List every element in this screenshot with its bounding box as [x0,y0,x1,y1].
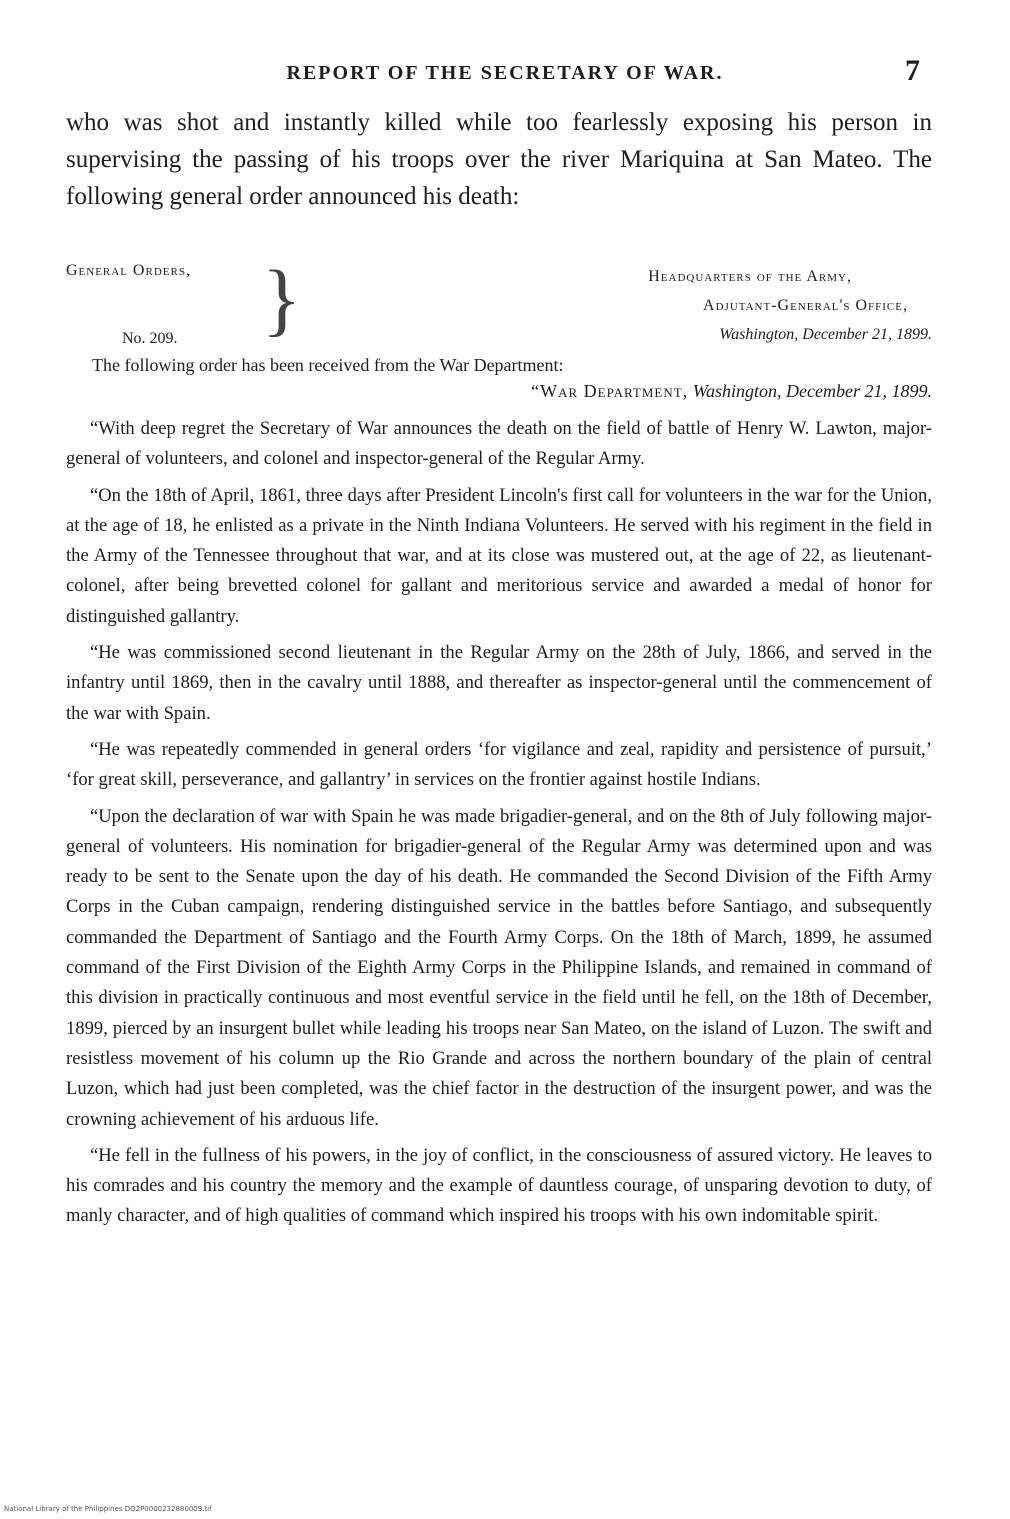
hq-line-army: Headquarters of the Army, [648,268,852,285]
paragraph: “On the 18th of April, 1861, three days after President Lincoln's first call for volunteers in the war for the Union, at the age of 18, he enlisted as a private in the Ninth Indiana Volunteers. He served with his regiment in the field in the Army of the Tennessee throughout that war, and at its close was mustered out, at the age of 22, as lieutenant-colonel, after being brevetted colonel for gallant and meritorious service and awarded a medal of honor for distinguished gallantry. [66,484,932,627]
general-order-heading [66,253,932,352]
intro-paragraph [66,104,932,215]
war-department-line [0,381,932,402]
order-body [66,414,932,1238]
hq-line-office: Adjutant-General's Office, [703,297,908,314]
brace-glyph: } [262,253,302,344]
general-orders-number: No. 209. [122,330,178,347]
war-department-place-date: Washington, December 21, 1899. [692,381,932,401]
general-orders-label: General Orders, [66,262,191,279]
hq-line-date: Washington, December 21, 1899. [719,326,932,343]
received-line: The following order has been received from the War Department: [92,355,564,375]
paragraph: “He was repeatedly commended in general orders ‘for vigilance and zeal, rapidity and persistence of pursuit,’ ‘for great skill, perseverance, and gallantry’ in services on the frontier against hostile Indians. [66,738,932,791]
page-number: 7 [905,54,920,87]
paragraph: “He fell in the fullness of his powers, in the joy of conflict, in the consciousness of assured victory. He leaves to his comrades and his country the memory and the example of dauntless courage, of unsparing devotion to duty, of manly character, and of high qualities of command which inspired his troops with his own indomitable spirit. [66,1144,932,1227]
paragraph: “He was commissioned second lieutenant in the Regular Army on the 28th of July, 1866, and served in the infantry until 1869, then in the cavalry until 1888, and thereafter as inspector-general until the commencement of the war with Spain. [66,642,932,724]
running-head: REPORT OF THE SECRETARY OF WAR. [286,62,724,84]
headquarters-address [432,262,932,349]
scan-footer: National Library of the Philippines DO2P0000232880009.tif [4,1505,212,1513]
paragraph: “Upon the declaration of war with Spain he was made brigadier-general, and on the 8th of July following major-general of volunteers. His nomination for brigadier-general of the Regular Army was determined upon and was ready to be sent to the Senate upon the day of his death. He commanded the Second Division of the Fifth Army Corps in the Cuban campaign, rendering distinguished service in the battles before Santiago, and subsequently commanded the Department of Santiago and the Fourth Army Corps. On the 18th of March, 1899, he assumed command of the First Division of the Eighth Army Corps in the Philippine Islands, and remained in command of this division in practically continuous and most eventful service in the field until he fell, on the 18th of December, 1899, pierced by an insurgent bullet while leading his troops near San Mateo, on the island of Luzon. The swift and resistless movement of his column up the Rio Grande and across the northern boundary of the plain of central Luzon, which had just been completed, was the chief factor in the destruction of the insurgent power, and was the crowning achievement of his arduous life. [66,805,932,1130]
intro-text: who was shot and instantly killed while too fearlessly exposing his person in supervising the passing of his troops over the river Mariquina at San Mateo. The following general order announced his death: [66,109,932,210]
paragraph: “With deep regret the Secretary of War announces the death on the field of battle of Henry W. Lawton, major-general of volunteers, and colonel and inspector-general of the Regular Army. [66,418,932,470]
war-department-name: “War Department, [531,381,689,401]
